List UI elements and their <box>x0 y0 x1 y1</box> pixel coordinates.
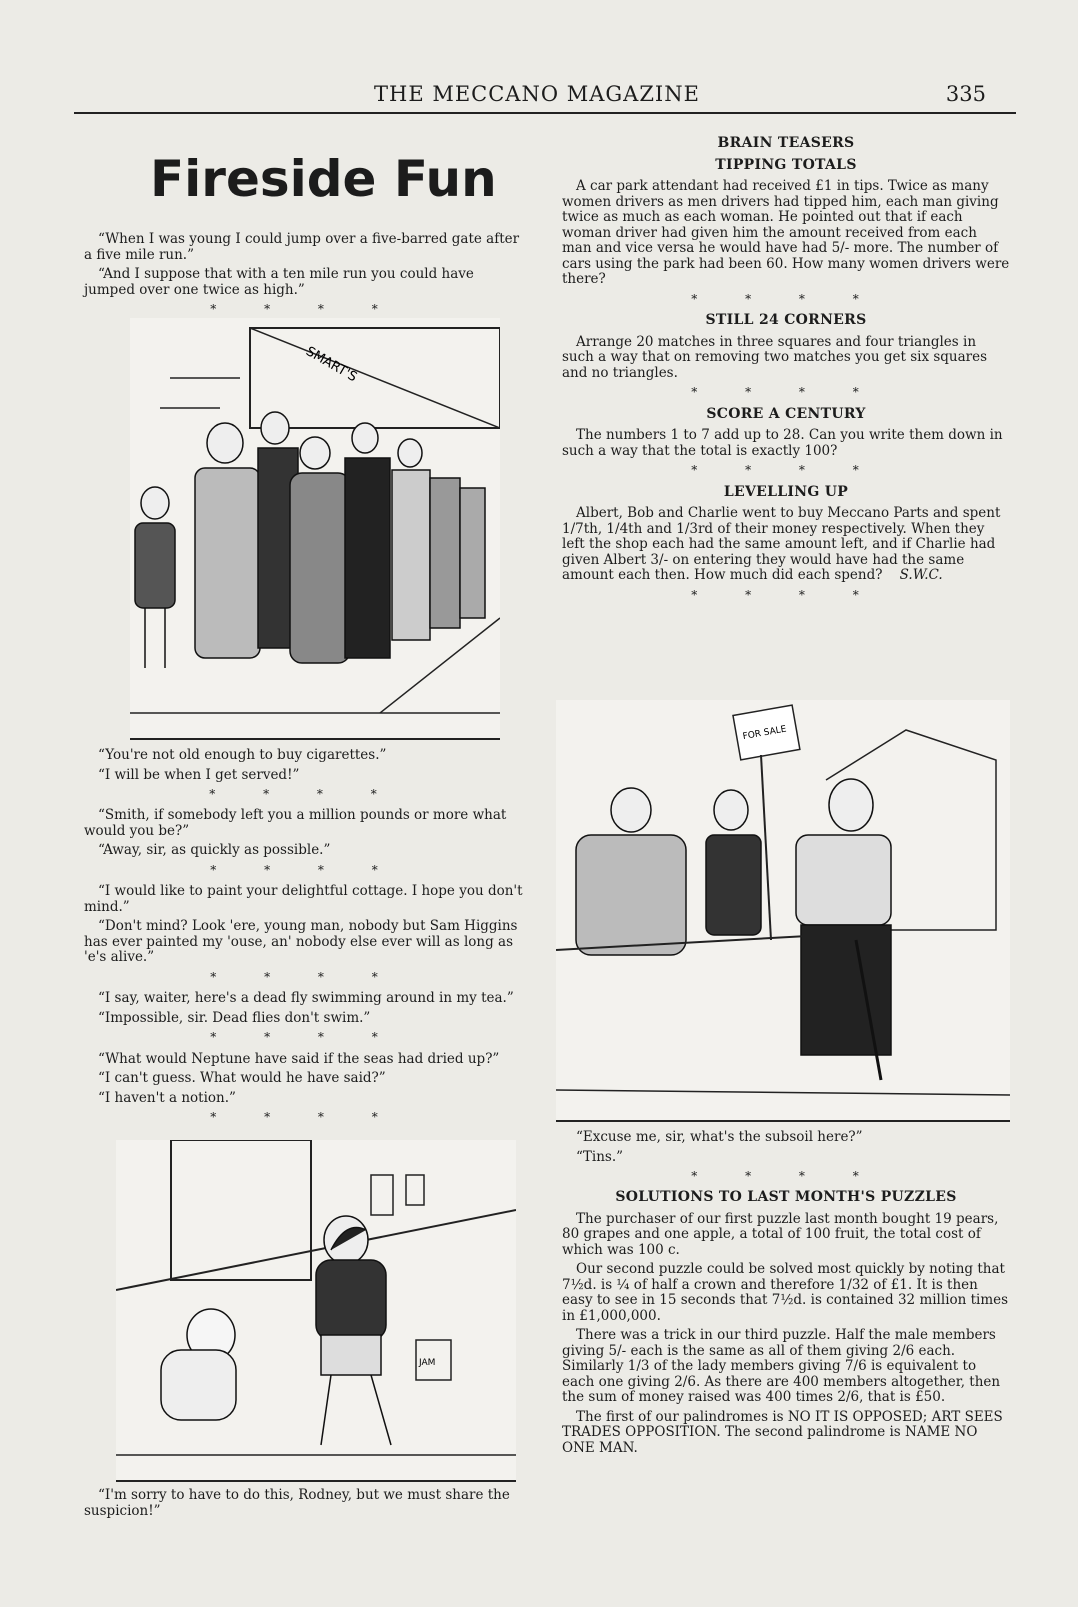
queue-drawing <box>130 318 500 738</box>
for-sale-sign-text: FOR SALE <box>742 724 788 743</box>
separator-stars: * * * * <box>210 862 400 877</box>
separator-stars: * * * * <box>210 1110 400 1124</box>
puzzle-title: LEVELLING UP <box>723 483 849 500</box>
page-header <box>74 82 1016 114</box>
separator-stars: * * * * <box>691 1169 881 1183</box>
jam-jar-label: JAM <box>419 1358 436 1368</box>
caption-line: “I will be when I get served!” <box>98 766 300 783</box>
separator-stars: * * * * <box>210 1030 400 1044</box>
joke-block-1 <box>84 232 526 324</box>
separator-stars: * * * * <box>691 291 881 306</box>
separator-stars: * * * * <box>210 302 400 316</box>
cartoon-queue-illustration <box>130 318 500 740</box>
solution-paragraph: The purchaser of our first puzzle last month bought 19 pears, 80 grapes and one apple, a total of 100 fruit, the total cost of which was 100 c. <box>562 1210 999 1258</box>
joke-line: “I haven't a notion.” <box>98 1089 236 1106</box>
joke-block-2 <box>84 808 526 1132</box>
joke-line: “What would Neptune have said if the seas had dried up?” <box>98 1050 500 1067</box>
page-number: 335 <box>945 82 986 106</box>
separator-stars: * * * * <box>210 969 400 984</box>
caption-line: “You're not old enough to buy cigarettes.” <box>98 747 387 763</box>
brain-teasers-section <box>562 134 1010 609</box>
cartoon-subsoil-illustration <box>556 700 1010 1122</box>
cartoon-kitchen-illustration <box>116 1140 516 1482</box>
puzzle-text: A car park attendant had received £1 in tips. Twice as many women drivers as men drivers had tipped him, each man giving twice as much as each woman. He pointed out that if each woman driver had given him the amount received from each man and vice versa he would have had 5/- more. The number of cars using the park had been 60. How many women drivers were there? <box>562 178 1010 287</box>
puzzle-text: The numbers 1 to 7 add up to 28. Can you write them down in such a way that the total is exactly 100? <box>562 427 1003 459</box>
puzzle-title: SCORE A CENTURY <box>706 405 866 422</box>
solutions-heading: SOLUTIONS TO LAST MONTH'S PUZZLES <box>615 1189 957 1205</box>
puzzle-text <box>562 506 1010 584</box>
puzzle-text-body: Albert, Bob and Charlie went to buy Meccano Parts and spent 1/7th, 1/4th and 1/3rd of their money respectively. When they left the shop each had the same amount left, and if Charlie had given Albert 3/- on entering they would have had the same amount each then. How much did each spend? <box>562 505 1001 583</box>
joke-line: “And I suppose that with a ten mile run you could have jumped over one twice as high.” <box>84 266 474 298</box>
cartoon-subsoil-caption <box>562 1130 1010 1191</box>
solution-paragraph: There was a trick in our third puzzle. Half the male members giving 5/- each is the same as all of them giving 2/6 each. Similarly 1/3 of the lady members giving 7/6 is equivalent to each one giving 2/6. As there are 400 members altogether, then the sum of money raised was 400 times 2/6, that is £50. <box>562 1327 1001 1405</box>
separator-stars: * * * * <box>691 385 881 399</box>
joke-line: “Don't mind? Look 'ere, young man, nobody but Sam Higgins has ever painted my 'ouse, an' nobody else ever will as long as 'e's alive.” <box>84 918 518 965</box>
puzzle-text: Arrange 20 matches in three squares and four triangles in such a way that on removing two matches you get six squares and no triangles. <box>562 333 988 381</box>
puzzle-title: TIPPING TOTALS <box>715 156 857 173</box>
joke-line: “I can't guess. What would he have said?” <box>98 1070 386 1086</box>
kitchen-drawing <box>116 1140 516 1480</box>
caption-line: “Excuse me, sir, what's the subsoil here?” <box>576 1129 863 1145</box>
cartoon-queue-caption <box>84 748 524 809</box>
separator-stars: * * * * <box>691 463 881 477</box>
caption-line: “Tins.” <box>576 1148 624 1165</box>
joke-line: “When I was young I could jump over a five-barred gate after a five mile run.” <box>84 231 520 263</box>
section-title-fireside-fun: Fireside Fun <box>150 150 497 208</box>
brain-teasers-heading: BRAIN TEASERS <box>717 135 855 151</box>
joke-line: “Impossible, sir. Dead flies don't swim.” <box>98 1009 371 1026</box>
subsoil-drawing <box>556 700 1010 1120</box>
solution-paragraph: Our second puzzle could be solved most quickly by noting that 7½d. is ¼ of half a crown and therefore 1/32 of £1. It is then easy to see in 15 seconds that 7½d. is contained 32 million times in £1,000,000. <box>562 1261 1009 1324</box>
joke-line: “I say, waiter, here's a dead fly swimming around in my tea.” <box>98 990 514 1006</box>
puzzle-title: STILL 24 CORNERS <box>705 312 867 328</box>
solution-paragraph: The first of our palindromes is NO IT IS OPPOSED; ART SEES TRADES OPPOSITION. The second palindrome is NAME NO ONE MAN. <box>562 1408 1003 1456</box>
joke-line: “I would like to paint your delightful cottage. I hope you don't mind.” <box>84 883 523 915</box>
shop-sign-text: SMART'S <box>303 344 360 386</box>
cartoon-kitchen-caption <box>84 1488 524 1523</box>
separator-stars: * * * * <box>691 587 881 602</box>
solutions-section <box>562 1188 1010 1460</box>
caption-line: “I'm sorry to have to do this, Rodney, but we must share the suspicion!” <box>84 1487 510 1519</box>
magazine-title: THE MECCANO MAGAZINE <box>374 82 700 106</box>
puzzle-signature: S.W.C. <box>899 567 943 583</box>
joke-line: “Smith, if somebody left you a million pounds or more what would you be?” <box>84 807 507 839</box>
separator-stars: * * * * <box>209 787 399 801</box>
joke-line: “Away, sir, as quickly as possible.” <box>98 842 331 858</box>
